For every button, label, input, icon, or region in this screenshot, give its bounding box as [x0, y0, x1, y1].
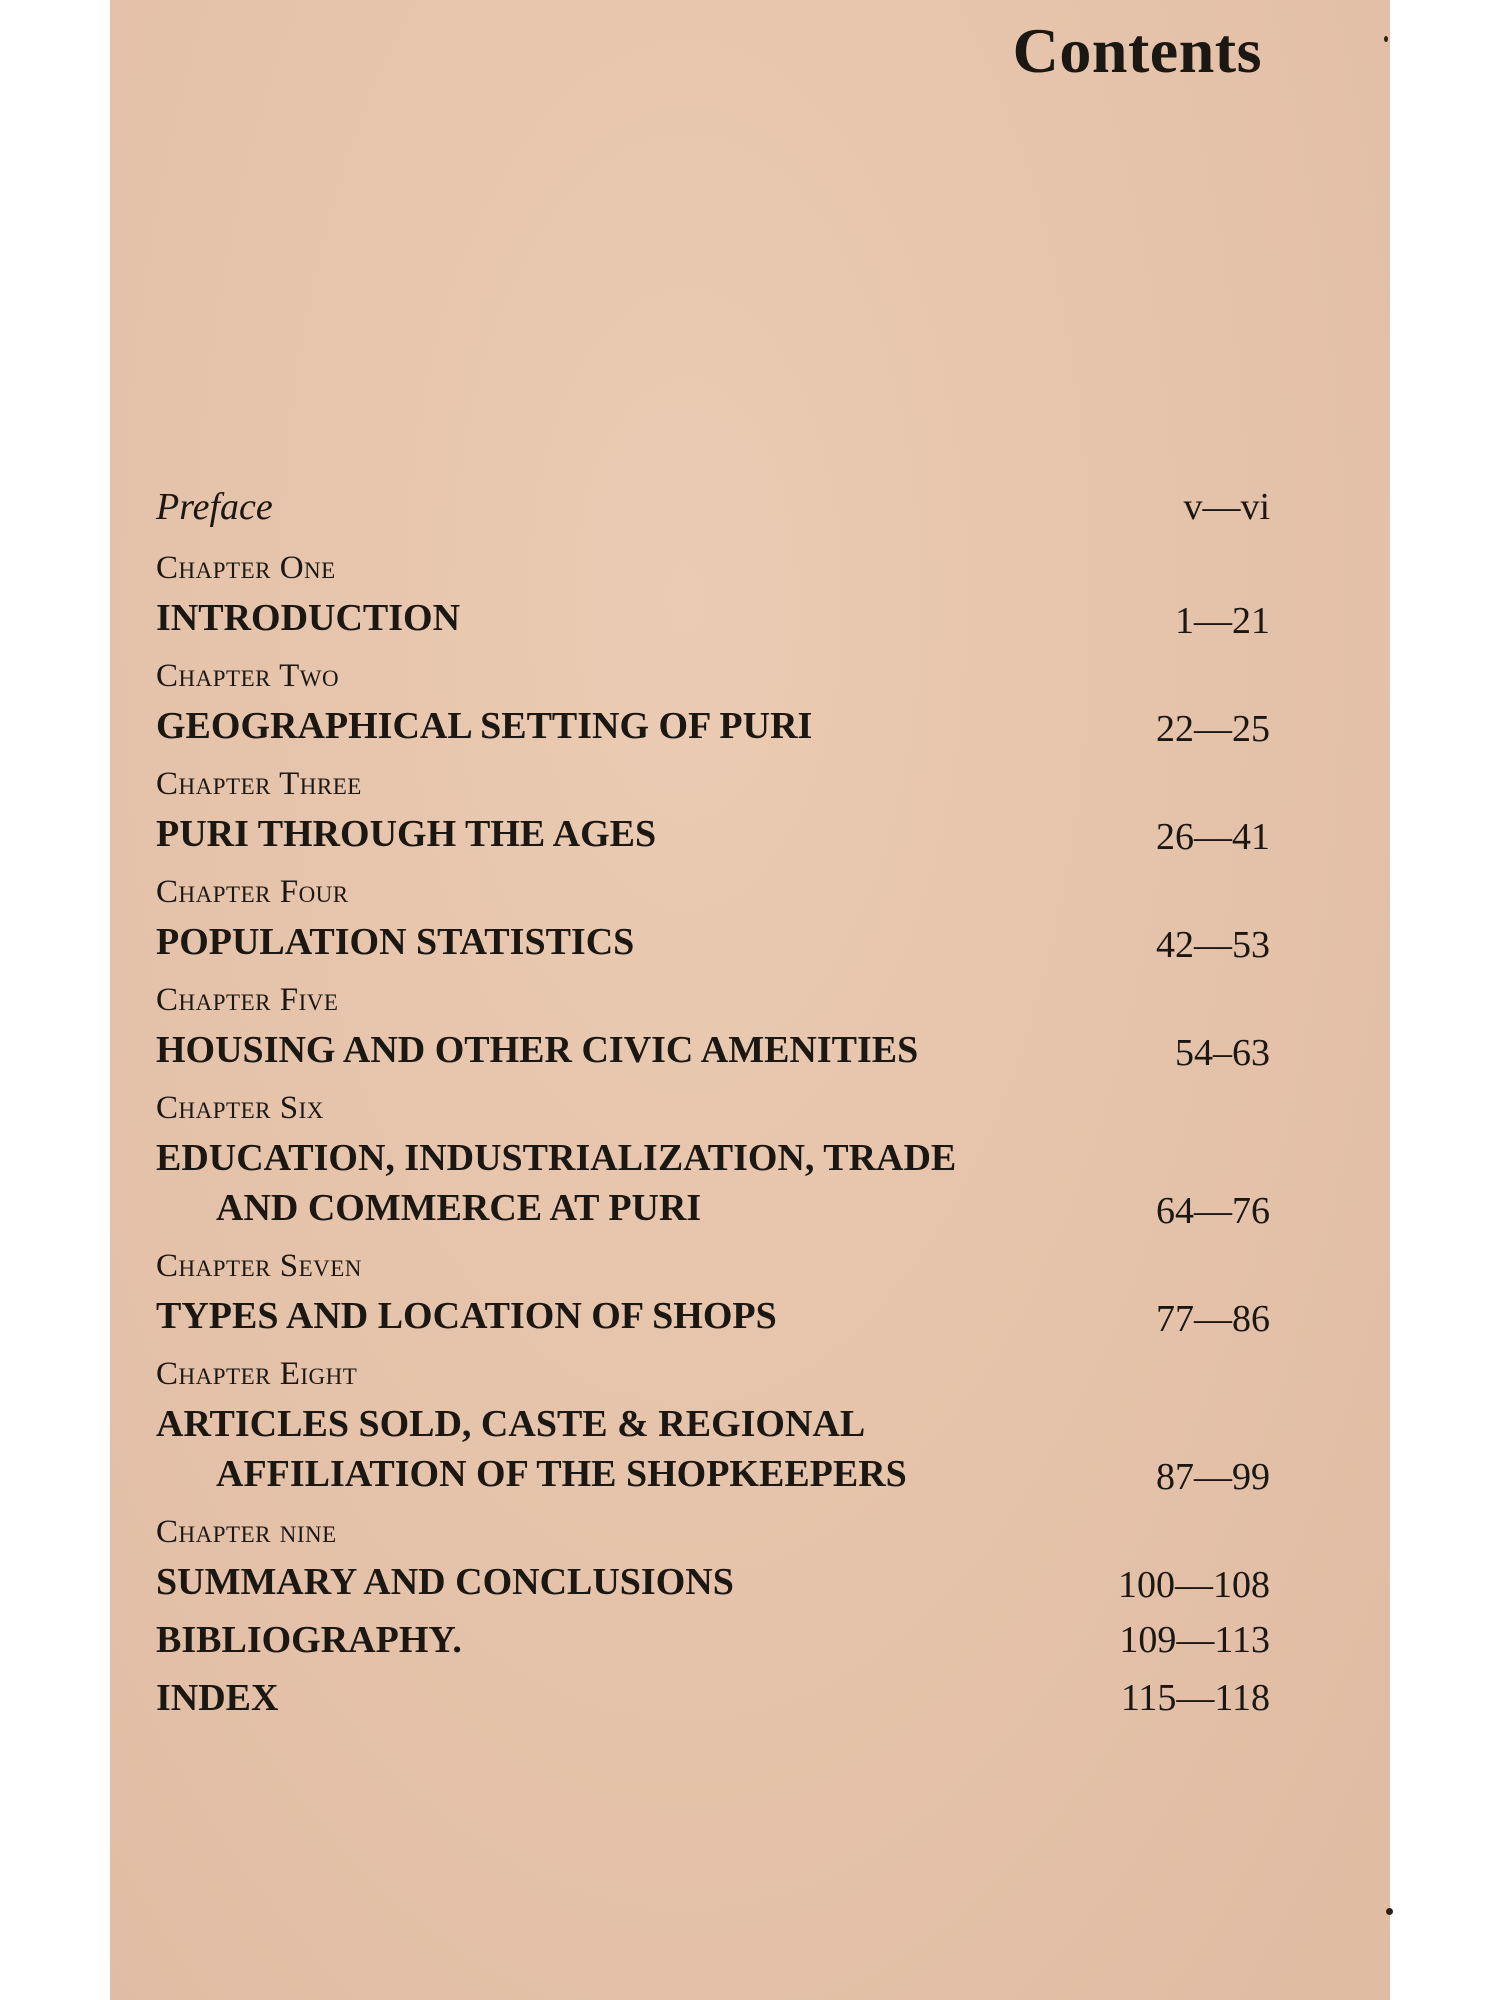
toc-entry-chapter-nine[interactable]	[156, 1507, 1270, 1607]
index-title: INDEX	[156, 1677, 279, 1719]
chapter-label: Chapter Six	[156, 1090, 324, 1126]
page-range: 64—76	[1156, 1190, 1270, 1232]
toc-entry-chapter-seven[interactable]	[156, 1241, 1270, 1341]
toc-entry-bibliography[interactable]	[156, 1615, 1270, 1673]
page-range: 42—53	[1156, 924, 1270, 966]
page-range: 109—113	[1119, 1619, 1270, 1661]
page-range: v—vi	[1183, 486, 1270, 528]
chapter-title: SUMMARY AND CONCLUSIONS	[156, 1561, 734, 1603]
chapter-label: Chapter Three	[156, 766, 362, 802]
chapter-title: GEOGRAPHICAL SETTING OF PURI	[156, 705, 813, 747]
paper-speck	[1384, 36, 1388, 42]
page-range: 77—86	[1156, 1298, 1270, 1340]
chapter-title: HOUSING AND OTHER CIVIC AMENITIES	[156, 1029, 919, 1071]
toc-entry-chapter-five[interactable]	[156, 975, 1270, 1075]
page-range: 26—41	[1156, 816, 1270, 858]
chapter-label: Chapter Eight	[156, 1356, 358, 1392]
chapter-label: Chapter nine	[156, 1514, 337, 1550]
toc-entry-chapter-eight[interactable]	[156, 1349, 1270, 1499]
page-range: 87—99	[1156, 1456, 1270, 1498]
chapter-title: INTRODUCTION	[156, 597, 461, 639]
toc-entry-chapter-six[interactable]	[156, 1083, 1270, 1233]
page-range: 1—21	[1175, 600, 1270, 642]
table-of-contents	[156, 485, 1270, 1731]
chapter-title-continued: AFFILIATION OF THE SHOPKEEPERS	[216, 1453, 907, 1495]
chapter-title: PURI THROUGH THE AGES	[156, 813, 657, 855]
chapter-label: Chapter One	[156, 550, 336, 586]
toc-entry-chapter-two[interactable]	[156, 651, 1270, 751]
book-page	[110, 0, 1390, 2000]
toc-entry-preface[interactable]	[156, 485, 1270, 543]
chapter-label: Chapter Five	[156, 982, 339, 1018]
chapter-title: ARTICLES SOLD, CASTE & REGIONAL AFFILIATION OF THE SHOPKEEPERS	[156, 1399, 907, 1499]
preface-label: Preface	[156, 486, 273, 528]
toc-entry-chapter-one[interactable]	[156, 543, 1270, 643]
chapter-title: TYPES AND LOCATION OF SHOPS	[156, 1295, 777, 1337]
chapter-title: POPULATION STATISTICS	[156, 921, 635, 963]
chapter-label: Chapter Two	[156, 658, 340, 694]
chapter-label: Chapter Seven	[156, 1248, 362, 1284]
page-range: 54–63	[1175, 1032, 1270, 1074]
page-title: Contents	[1012, 15, 1262, 86]
page-range: 100—108	[1118, 1564, 1270, 1606]
chapter-label: Chapter Four	[156, 874, 349, 910]
toc-entry-index[interactable]	[156, 1673, 1270, 1731]
page-range: 115—118	[1120, 1677, 1270, 1719]
page-range: 22—25	[1156, 708, 1270, 750]
toc-entry-chapter-three[interactable]	[156, 759, 1270, 859]
toc-entry-chapter-four[interactable]	[156, 867, 1270, 967]
paper-speck	[1386, 1908, 1393, 1915]
chapter-title: EDUCATION, INDUSTRIALIZATION, TRADE AND COMMERCE AT PURI	[156, 1133, 956, 1233]
bibliography-title: BIBLIOGRAPHY.	[156, 1619, 462, 1661]
chapter-title-continued: AND COMMERCE AT PURI	[216, 1187, 702, 1229]
